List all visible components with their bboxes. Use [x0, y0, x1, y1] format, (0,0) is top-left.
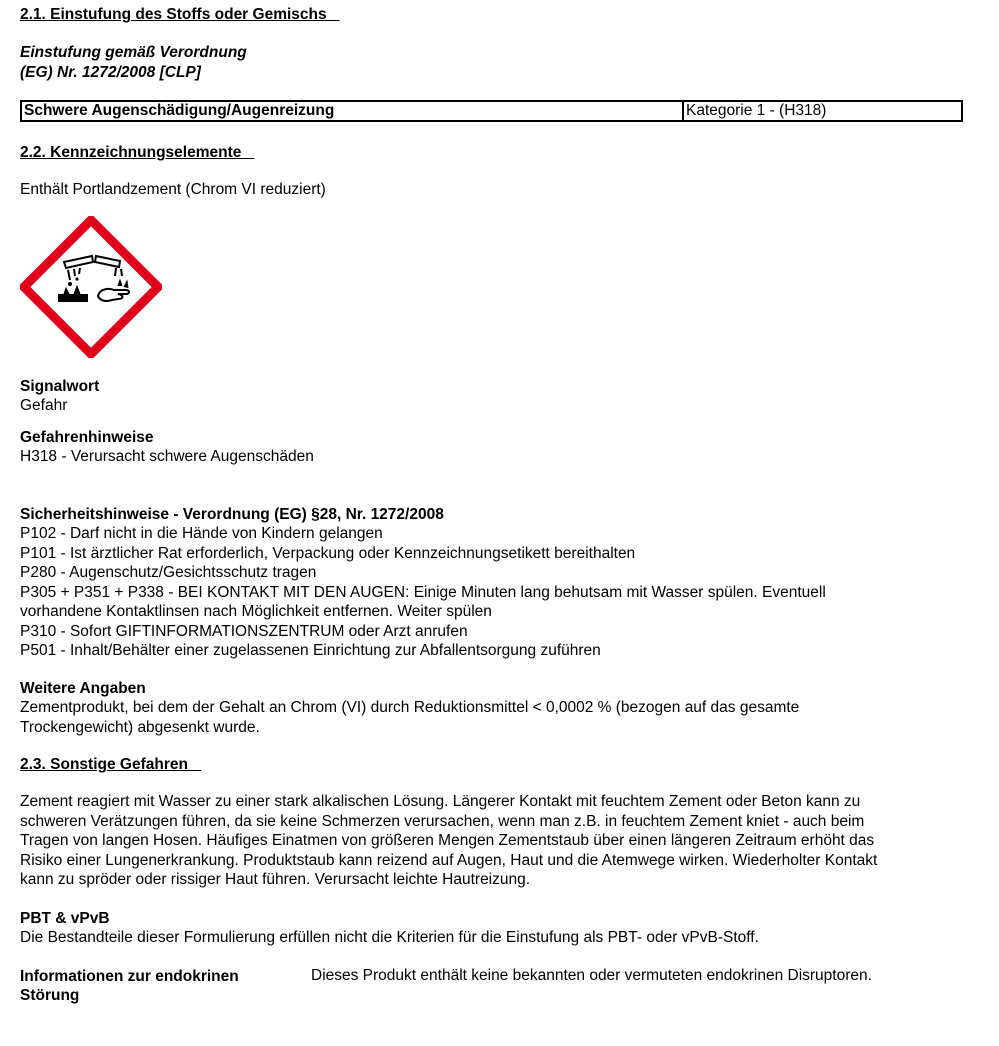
further-info-text: [20, 698, 799, 737]
pbt-label: PBT & vPvB: [20, 910, 110, 927]
endocrine-label-line2: Störung: [20, 987, 80, 1004]
pbt-text: Die Bestandteile dieser Formulierung erfüllen nicht die Kriterien für die Einstufung als PBT- oder vPvB-Stoff.: [20, 929, 759, 946]
text-line: Zementprodukt, bei dem der Gehalt an Chrom (VI) durch Reduktionsmittel < 0,0002 % (bezogen auf das gesamte: [20, 699, 800, 716]
list-item: P101 - Ist ärztlicher Rat erforderlich, Verpackung oder Kennzeichnungsetikett bereithalten: [20, 544, 636, 562]
signal-word-label: Signalwort: [20, 378, 100, 395]
ghs05-corrosion-icon: [20, 216, 162, 358]
further-info-label: Weitere Angaben: [20, 680, 146, 697]
signal-word: Gefahr: [20, 397, 68, 414]
hazard-class-cell: Schwere Augenschädigung/Augenreizung: [21, 101, 683, 121]
list-item: vorhandene Kontaktlinsen nach Möglichkeit entfernen. Weiter spülen: [20, 603, 492, 620]
text-line: Tragen von langen Hosen. Häufiges Einatmen von größeren Mengen Zementstaub über einen längeren Zeitraum erhöht das: [20, 832, 875, 849]
hazard-statement: H318 - Verursacht schwere Augenschäden: [20, 448, 314, 465]
section-2-1-heading: 2.1. Einstufung des Stoffs oder Gemischs: [20, 6, 340, 23]
precautionary-label: Sicherheitshinweise - Verordnung (EG) §28, Nr. 1272/2008: [20, 506, 444, 523]
contains-text: Enthält Portlandzement (Chrom VI reduziert): [20, 181, 326, 198]
precautionary-list: [20, 524, 826, 661]
hazard-statements-label: Gefahrenhinweise: [20, 429, 154, 446]
text-line: kann zu spröder oder rissiger Haut führen. Verursacht leichte Hautreizung.: [20, 871, 531, 888]
section-2-3-heading: 2.3. Sonstige Gefahren: [20, 756, 201, 773]
list-item: P102 - Darf nicht in die Hände von Kindern gelangen: [20, 525, 383, 542]
text-line: Trockengewicht) abgesenkt wurde.: [20, 718, 260, 736]
section-2-2-heading: 2.2. Kennzeichnungselemente: [20, 144, 255, 161]
list-item: P305 + P351 + P338 - BEI KONTAKT MIT DEN AUGEN: Einige Minuten lang behutsam mit Wasser spülen. Eventuell: [20, 583, 826, 601]
text-line: Zement reagiert mit Wasser zu einer stark alkalischen Lösung. Längerer Kontakt mit feuchtem Zement oder Beton kann zu: [20, 793, 861, 810]
list-item: P310 - Sofort GIFTINFORMATIONSZENTRUM oder Arzt anrufen: [20, 622, 468, 640]
endocrine-label-line1: Informationen zur endokrinen: [20, 968, 239, 985]
category-cell: Kategorie 1 - (H318): [683, 101, 962, 121]
other-hazards-text: [20, 792, 877, 890]
classification-subtitle-line1: Einstufung gemäß Verordnung: [20, 44, 247, 61]
classification-subtitle-line2: (EG) Nr. 1272/2008 [CLP]: [20, 64, 201, 81]
classification-table: [20, 100, 963, 122]
endocrine-text: Dieses Produkt enthält keine bekannten oder vermuteten endokrinen Disruptoren.: [311, 967, 872, 984]
text-line: schweren Verätzungen führen, da sie keine Schmerzen verursachen, wenn man z.B. in feuchtem Zement kniet - auch beim: [20, 812, 865, 830]
text-line: Risiko einer Lungenerkrankung. Produktstaub kann reizend auf Augen, Haut und die Atemwege wirken. Wiederholter Kontakt: [20, 851, 878, 869]
list-item: P501 - Inhalt/Behälter einer zugelassenen Einrichtung zur Abfallentsorgung zuführen: [20, 642, 601, 659]
list-item: P280 - Augenschutz/Gesichtsschutz tragen: [20, 564, 317, 581]
table-row: [21, 101, 962, 121]
